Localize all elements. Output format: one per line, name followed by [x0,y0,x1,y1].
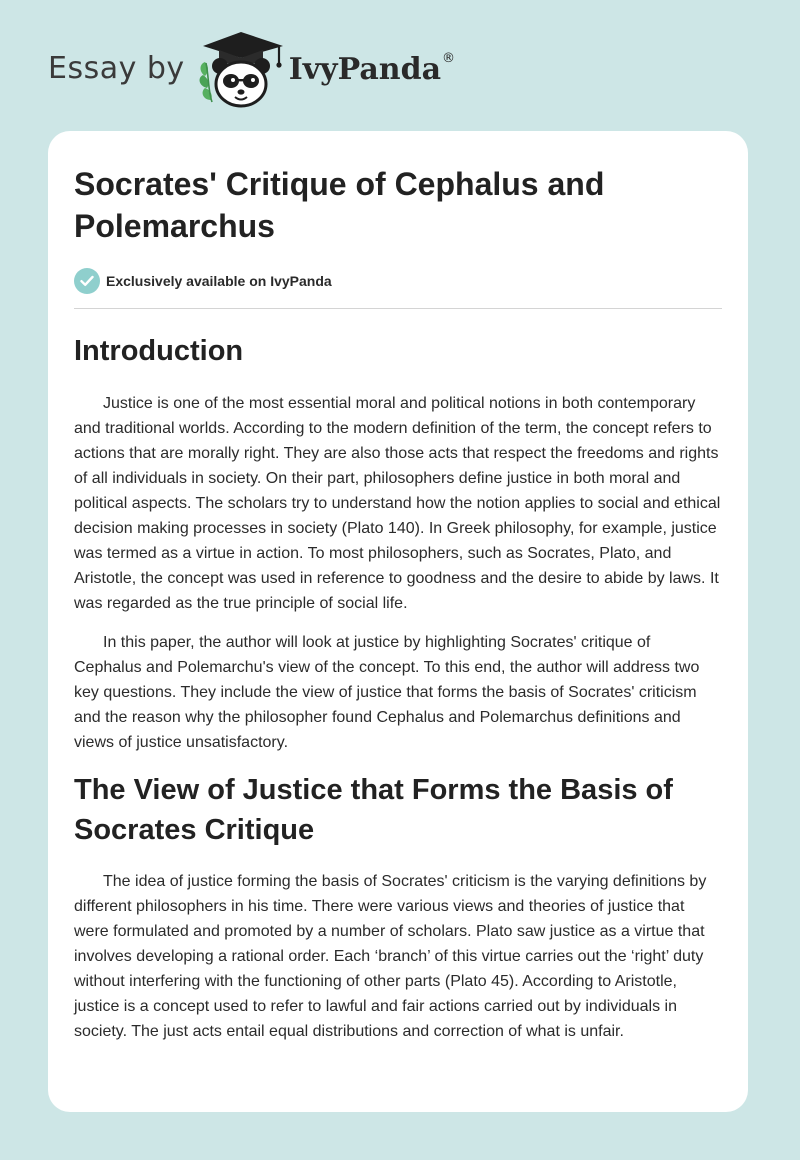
exclusive-badge [74,267,722,295]
exclusive-label: Exclusively available on IvyPanda [106,273,332,289]
brand-prefix: Essay by [48,50,185,86]
section-view-of-justice [74,770,722,1044]
check-icon [74,268,100,294]
site-brand[interactable] [48,30,455,110]
section-heading: Introduction [74,335,244,367]
paragraph: Justice is one of the most essential moral and political notions in both contemporary and traditional worlds. According to the modern definition of the term, the concept refers to actions that are morally right. They are also those acts that respect the freedoms and rights of all individuals in society. On their part, philosophers define justice in both moral and political aspects. The scholars try to understand how the notion applies to social and ethical decision making processes in society (Plato 140). In Greek philosophy, for example, justice was termed as a virtue in action. To most philosophers, such as Socrates, Plato, and Aristotle, the concept was used in reference to goodness and the desire to abide by laws. It was regarded as the true principle of social life. [74,395,721,612]
brand-name: IvyPanda [288,51,442,87]
divider [74,308,722,309]
section-introduction [74,331,722,755]
panda-logo-icon [195,30,287,110]
paragraph: The idea of justice forming the basis of Socrates' criticism is the varying definitions by different philosophers in his time. There were various views and theories of justice that were formulated and promoted by a number of scholars. Plato saw justice as a virtue that involves developing a rational order. Each ‘branch’ of this virtue carries out the ‘right’ duty without interfering with the functioning of other parts (Plato 45). According to Aristotle, justice is a concept used to refer to lawful and fair actions carried out by individuals in society. The just acts entail equal distributions and correction of what is unfair. [74,873,707,1040]
paragraph: In this paper, the author will look at justice by highlighting Socrates' critique of Cephalus and Polemarchu's view of the concept. To this end, the author will address two key questions. They include the view of justice that forms the basis of Socrates' criticism and the reason why the philosopher found Cephalus and Polemarchus definitions and views of justice unsatisfactory. [74,634,700,751]
article-title: Socrates' Critique of Cephalus and Polemarchus [74,166,605,244]
section-heading: The View of Justice that Forms the Basis of Socrates Critique [74,774,673,846]
registered-mark: ® [442,50,456,66]
article-card [48,131,748,1112]
ivy-leaf-icon [199,62,211,102]
